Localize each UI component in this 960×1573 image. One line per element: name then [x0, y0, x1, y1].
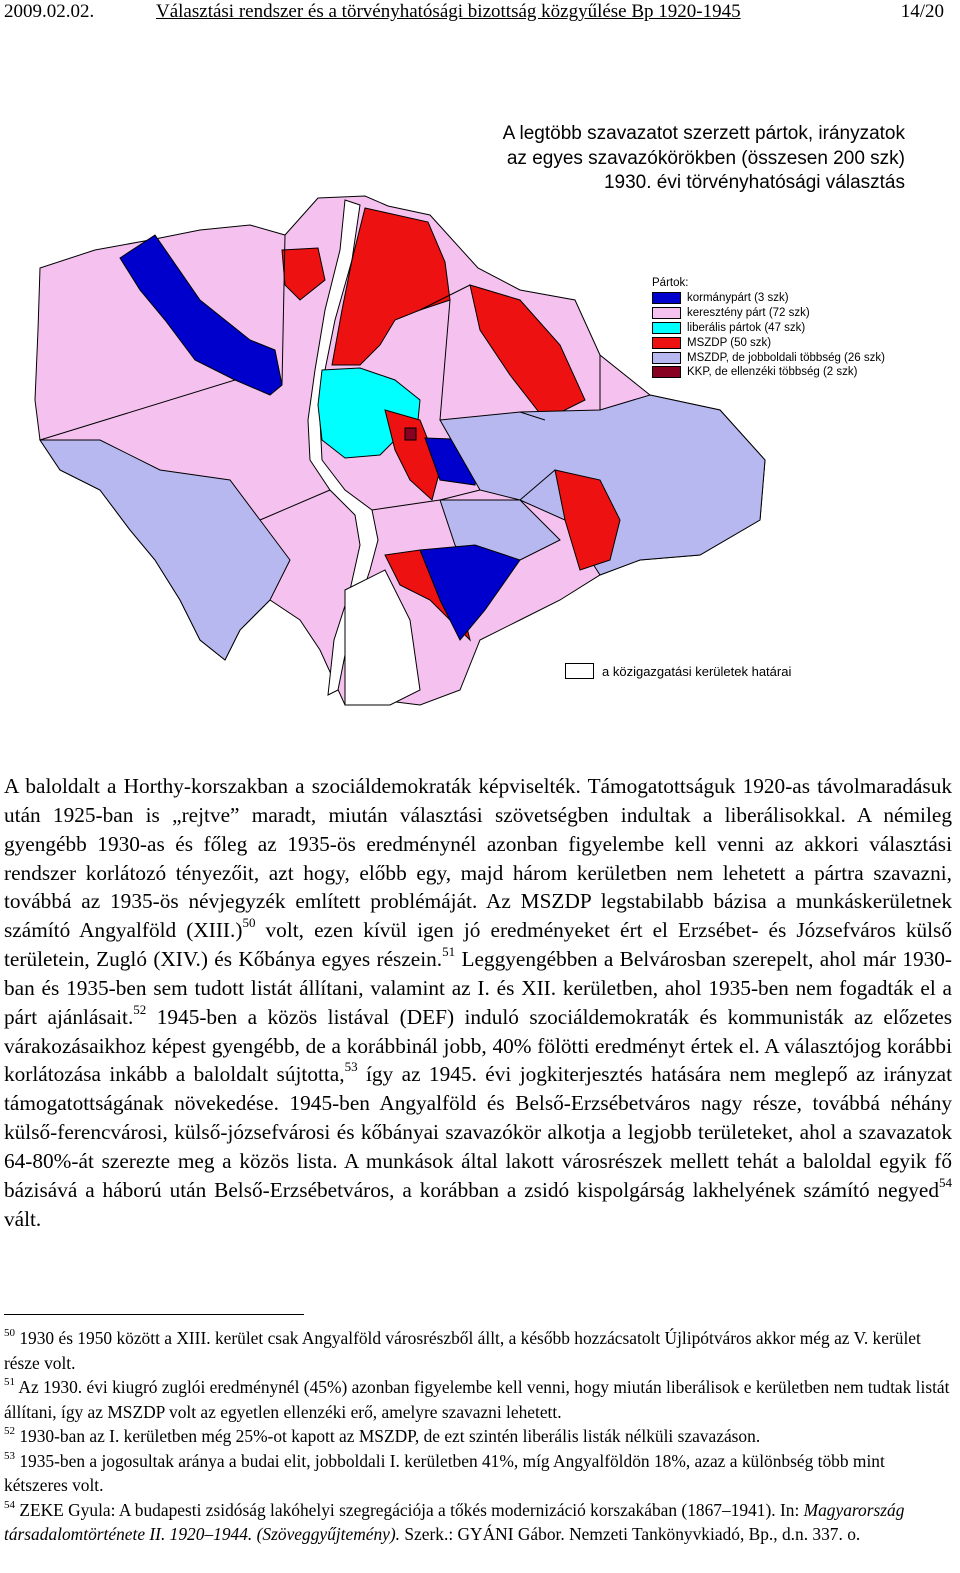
page-number: 14/20	[900, 1, 944, 22]
legend-label: MSZDP (50 szk)	[687, 336, 772, 349]
election-map-figure	[0, 110, 960, 730]
footnote-ref-53[interactable]: 53	[344, 1059, 358, 1075]
legend-label: kormánypárt (3 szk)	[687, 292, 789, 305]
footnote-text: ZEKE Gyula: A budapesti zsidóság lakóhelyi szegregációja a tőkés modernizáció korszakában (1867–1941). In:	[15, 1499, 804, 1520]
legend-swatch	[652, 307, 681, 319]
header-date: 2009.02.02.	[4, 1, 95, 22]
legend-title: Pártok:	[652, 277, 689, 289]
legend-label: MSZDP, de jobboldali többség (26 szk)	[687, 351, 885, 364]
footnote-number: 53	[4, 1449, 15, 1462]
legend-swatch	[652, 322, 681, 334]
footnote-ref-51[interactable]: 51	[442, 943, 456, 959]
footnote-ref-52[interactable]: 52	[133, 1001, 147, 1017]
legend-item	[652, 350, 885, 365]
legend-item	[652, 365, 885, 380]
page-header	[4, 0, 944, 26]
body-paragraph	[4, 772, 952, 1234]
legend-item	[652, 321, 885, 336]
footnote-number: 50	[4, 1327, 15, 1340]
footnote-number: 52	[4, 1425, 15, 1438]
boundary-legend	[565, 663, 791, 679]
body-text-4: 1945-ben a közös listával (DEF) induló szociáldemokraták és kommunisták az előzetes várakozásaikhoz képest gyengébb, de a korábbinál jobb, 40% fölötti eredményt értek el. A választójog korábbi korlátozása inkább a baloldalt sújtotta,	[4, 1004, 952, 1087]
budapest-district-map	[0, 110, 960, 730]
legend-swatch	[652, 352, 681, 364]
region-kkp	[405, 428, 416, 440]
legend-swatch	[652, 366, 681, 378]
footnote-51	[4, 1375, 952, 1424]
boundary-label: a közigazgatási kerületek határai	[602, 663, 792, 679]
map-legend	[652, 277, 885, 380]
legend-swatch	[652, 292, 681, 304]
footnote-50	[4, 1326, 952, 1375]
legend-item	[652, 335, 885, 350]
footnote-53	[4, 1449, 952, 1498]
body-text-6: vált.	[4, 1206, 42, 1231]
footnote-52	[4, 1424, 952, 1449]
map-title-line-2: az egyes szavazókörökben (összesen 200 szk)	[506, 147, 905, 169]
footnote-text: 1935-ben a jogosultak aránya a budai elit, jobboldali I. kerületben 41%, míg Angyalföldön 18%, azaz a különbség több mint kétszeres volt.	[4, 1450, 885, 1495]
legend-item	[652, 291, 885, 306]
body-text-3: Leggyengébben a Belvárosban szerepelt, ahol már 1930-ban és 1935-ben sem tudott listát állítani, valamint az I. és XII. kerületben, ahol 1935-ben nem fogadták el a párt ajánlásait.	[4, 947, 952, 1029]
footnote-number: 51	[4, 1376, 15, 1389]
map-title-line-1: A legtöbb szavazatot szerzett pártok, irányzatok	[502, 123, 905, 144]
legend-label: keresztény párt (72 szk)	[687, 307, 810, 320]
legend-label: liberális pártok (47 szk)	[687, 321, 806, 334]
footnote-ref-50[interactable]: 50	[242, 915, 256, 931]
footnote-text: 1930-ban az I. kerületben még 25%-ot kapott az MSZDP, de ezt szintén liberális listák nélküli szavazáson.	[15, 1426, 761, 1446]
footnote-text: Az 1930. évi kiugró zuglói eredménynél (45%) azonban figyelembe kell venni, hogy miután liberálisok e kerületben nem tudtak listát állítani, így az MSZDP volt az egyetlen ellenzéki erő, amelyre szavazni lehetett.	[4, 1377, 950, 1422]
legend-swatch	[652, 337, 681, 349]
legend-label: KKP, de ellenzéki többség (2 szk)	[687, 366, 858, 379]
footnote-54	[4, 1498, 952, 1547]
map-title	[503, 122, 905, 196]
footnotes	[4, 1326, 952, 1547]
footnote-ref-54[interactable]: 54	[939, 1174, 952, 1190]
footnote-number: 54	[4, 1498, 15, 1511]
map-title-line-3: 1930. évi törvényhatósági választás	[603, 172, 905, 193]
header-title: Választási rendszer és a törvényhatósági bizottság közgyűlése Bp 1920-1945	[156, 1, 741, 22]
body-text-1: A baloldalt a Horthy-korszakban a szociáldemokraták képviselték. Támogatottságuk 1920-as távolmaradásuk után 1925-ban is „rejtve” maradt, miután választási szövetségben indultak a liberálisokkal. A némileg gyengébb 1930-as és főleg az 1935-ös eredménynél azonban figyelembe kell venni az akkori választási rendszer korlátozó tényezőit, azt hogy, előbb egy, majd három kerületben nem lehetett a pártra szavazni, továbbá az 1935-ös névjegyzék említett problémáját. Az MSZDP legstabilabb bázisa a munkáskerületnek számító Angyalföld (XIII.)	[4, 774, 952, 943]
body-text-5: így az 1945. évi jogkiterjesztés hatására nem meglepő az irányzat támogatottságának növekedése. 1945-ben Angyalföld és Belső-Erzsébetváros nagy része, továbbá néhány külső-ferencvárosi, külső-józsefvárosi és kőbányai szavazókör alkotja a legjobb területeket, ahol a szavazatok 64-80%-át szerezte meg a közös lista. A munkások által lakott városrészek mellett tehát a baloldal egyik fő bázisává a háború után Belső-Erzsébetváros, a korábban a zsidó kispolgárság lakhelyének számító negyed	[4, 1062, 952, 1202]
legend-item	[652, 306, 885, 321]
footnote-text: Szerk.: GYÁNI Gábor. Nemzeti Tankönyvkiadó, Bp., d.n. 337. o.	[400, 1524, 861, 1544]
footnote-divider	[4, 1314, 304, 1315]
footnote-book-title: Magyarország társadalomtörténete II. 1920–1944. (Szöveggyűjtemény).	[4, 1499, 905, 1544]
body-text-2: volt, ezen kívül igen jó eredményeket ért el Erzsébet- és Józsefváros külső területein, Zugló (XIV.) és Kőbánya egyes részein.	[4, 918, 952, 972]
boundary-swatch	[565, 663, 594, 679]
footnote-text: 1930 és 1950 között a XIII. kerület csak Angyalföld városrészből állt, a később hozzácsatolt Újlipótváros akkor még az V. kerület része volt.	[4, 1328, 921, 1373]
